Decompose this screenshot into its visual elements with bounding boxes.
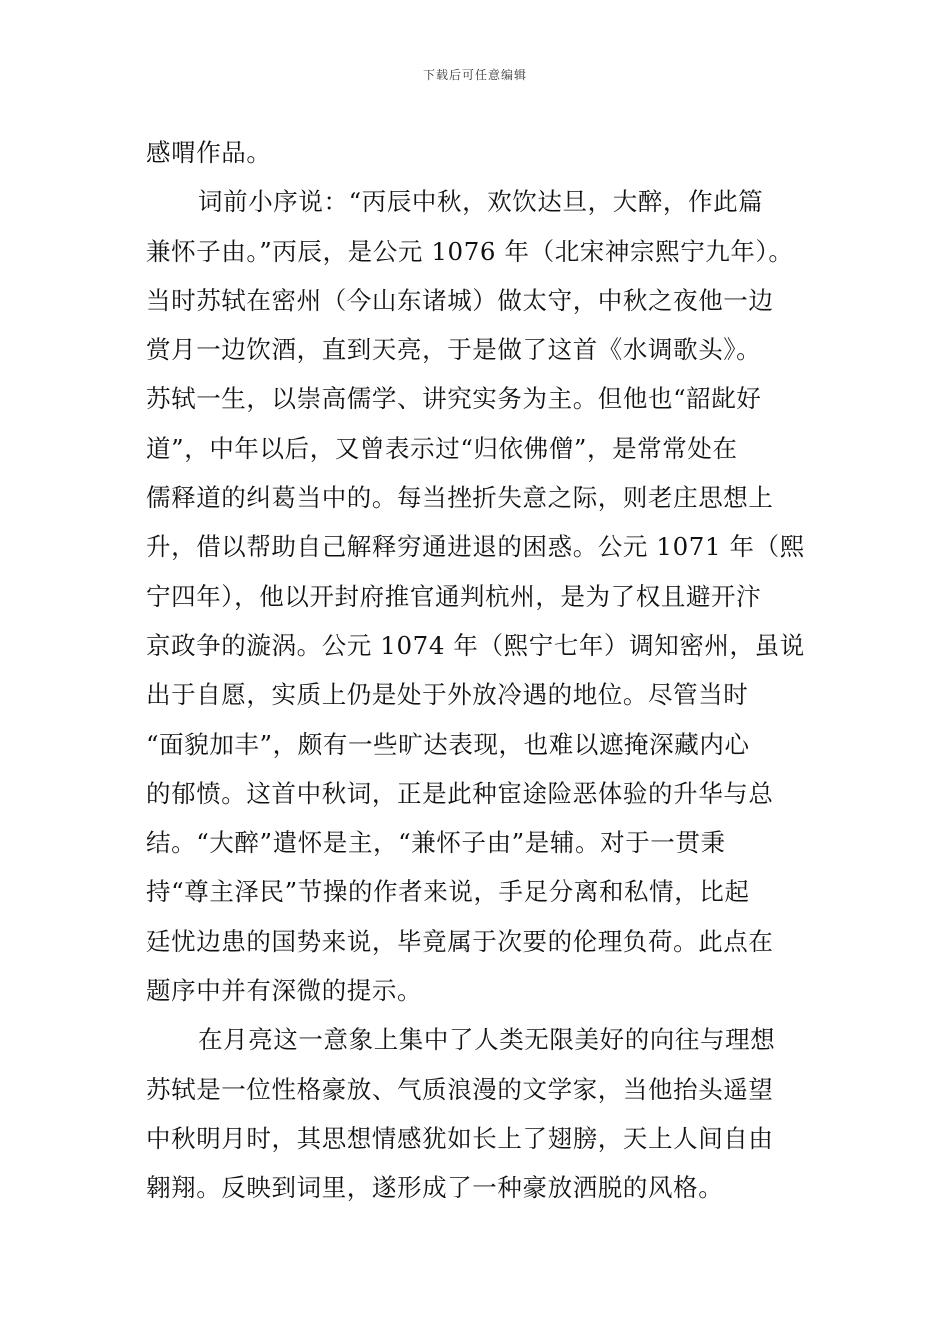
text-line: 道”，中年以后，又曾表示过“归依佛僧”，是常常处在 — [146, 433, 738, 463]
text-line: 出于自愿，实质上仍是处于外放冷遇的地位。尽管当时 — [146, 680, 749, 710]
text-line: 在月亮这一意象上集中了人类无限美好的向往与理想 — [198, 1025, 776, 1055]
text-line: 当时苏轼在密州（今山东诸城）做太守，中秋之夜他一边 — [146, 285, 774, 315]
text-line: 京政争的漩涡。公元 1074 年（熙宁七年）调知密州，虽说 — [146, 630, 805, 660]
text-line: 升，借以帮助自己解释穷通进退的困惑。公元 1071 年（熙 — [146, 532, 805, 562]
text-line: 廷忧边患的国势来说，毕竟属于次要的伦理负荷。此点在 — [146, 926, 774, 956]
text-line: 苏轼一生，以崇高儒学、讲究实务为主。但他也“韶龀好 — [146, 384, 762, 414]
text-line: 宁四年），他以开封府推官通判杭州，是为了权且避开汴 — [146, 581, 762, 611]
text-line: 持“尊主泽民”节操的作者来说，手足分离和私情，比起 — [146, 877, 750, 907]
text-line: 翱翔。反映到词里，遂形成了一种豪放洒脱的风格。 — [146, 1173, 724, 1203]
text-line: 感喟作品。 — [146, 138, 272, 167]
text-line: 赏月一边饮酒，直到天亮，于是做了这首《水调歌头》。 — [146, 335, 762, 365]
text-line: 题序中并有深微的提示。 — [146, 976, 423, 1006]
text-line: 的郁愤。这首中秋词，正是此种宦途险恶体验的升华与总 — [146, 778, 774, 808]
text-line: 兼怀子由。”丙辰，是公元 1076 年（北宋神宗熙宁九年）。 — [146, 236, 794, 266]
page-header: 下载后可任意编辑 — [422, 68, 527, 82]
text-line: 苏轼是一位性格豪放、气质浪漫的文学家，当他抬头遥望 — [146, 1074, 774, 1104]
body-text — [146, 128, 806, 1213]
text-line: 儒释道的纠葛当中的。每当挫折失意之际，则老庄思想上 — [146, 483, 774, 513]
text-line: 词前小序说：“丙辰中秋，欢饮达旦，大醉，作此篇 — [198, 187, 764, 217]
text-line: 结。“大醉”遣怀是主，“兼怀子由”是辅。对于一贯秉 — [146, 828, 726, 858]
text-line: “面貌加丰”，颇有一些旷达表现，也难以遮掩深藏内心 — [146, 729, 750, 759]
text-line: 中秋明月时，其思想情感犹如长上了翅膀，天上人间自由 — [146, 1123, 774, 1153]
